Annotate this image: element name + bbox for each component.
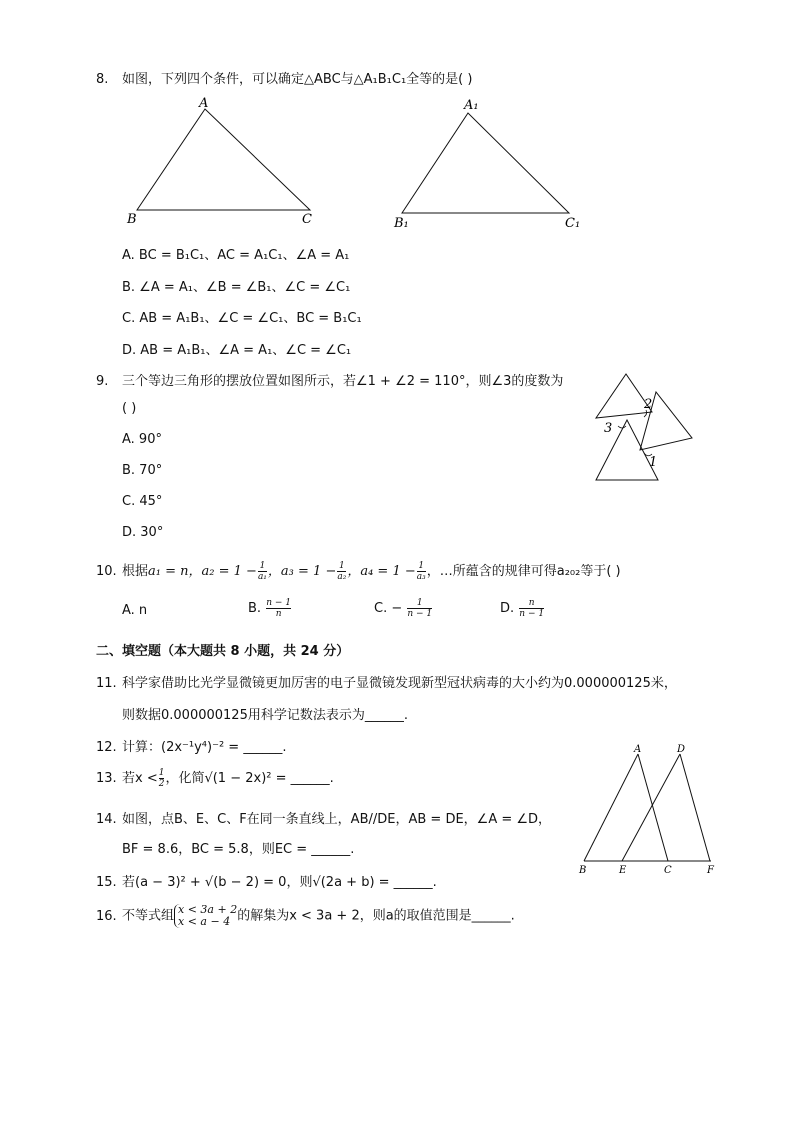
q13-stem: 13. 若x < $\frac{1}{2}$ ，化简√(1 − 2x)² = ______. — [96, 768, 334, 789]
q12-stem: 12. 计算：(2x⁻¹y⁴)⁻² = ______. — [96, 740, 287, 755]
q14-label-E: E — [619, 865, 627, 876]
q10-option-d: D. $\frac{n}{n - 1}$ — [500, 598, 545, 619]
q8-option-d: D. AB = A₁B₁、∠A = A₁、∠C = ∠C₁ — [122, 343, 352, 358]
q8-option-c: C. AB = A₁B₁、∠C = ∠C₁、BC = B₁C₁ — [122, 311, 362, 326]
q16-system: x < 3a + 2 x < a − 4 — [174, 904, 237, 928]
q10-frac-1: $\frac{1}{\text{a₁}}$ — [257, 561, 267, 582]
q8-stem: 8. 如图，下列四个条件，可以确定△ABC与△A₁B₁C₁全等的是( ) — [96, 72, 473, 87]
q13-frac: $\frac{1}{2}$ — [158, 768, 165, 789]
q10-option-b: B. $\frac{n - 1}{n}$ — [248, 598, 291, 619]
q14-label-C: C — [664, 865, 672, 876]
q9-option-c: C. 45° — [122, 494, 163, 509]
q14-label-B: B — [579, 865, 587, 876]
label-A: A — [199, 96, 209, 111]
q8-option-b: B. ∠A = A₁、∠B = ∠B₁、∠C = ∠C₁ — [122, 280, 351, 295]
q9-option-a: A. 90° — [122, 432, 162, 447]
label-A1: A₁ — [464, 98, 479, 113]
q14-label-F: F — [707, 865, 714, 876]
q9-option-d: D. 30° — [122, 525, 164, 540]
q11-line2: 则数据0.000000125用科学记数法表示为______. — [122, 708, 408, 723]
q14-label-A: A — [634, 744, 642, 755]
q16-stem: 16. 不等式组 x < 3a + 2 x < a − 4 的解集为x < 3a + 2，则a的取值范围是______. — [96, 903, 515, 928]
label-C1: C₁ — [565, 216, 581, 231]
angle-1-label: 1 — [649, 455, 658, 470]
q14-label-D: D — [677, 744, 686, 755]
q14-figure — [576, 742, 721, 877]
q10-option-c: C. − $\frac{1}{n - 1}$ — [374, 598, 433, 619]
label-B: B — [127, 212, 137, 227]
q14-stem: 14. 如图，点B、E、C、F在同一条直线上，AB//DE，AB = DE，∠A = ∠D， — [96, 812, 552, 827]
q15-stem: 15. 若(a − 3)² + √(b − 2) = 0，则√(2a + b) = ______. — [96, 875, 437, 890]
q10-option-a: A. n — [122, 603, 148, 618]
q11-stem: 11. 科学家借助比光学显微镜更加厉害的电子显微镜发现新型冠状病毒的大小约为0.000000125米， — [96, 676, 677, 691]
q10-frac-3: $\frac{1}{\text{a₃}}$ — [416, 561, 426, 582]
q10-frac-2: $\frac{1}{\text{a₂}}$ — [337, 561, 347, 582]
q14-line2: BF = 8.6，BC = 5.8，则EC = ______. — [122, 842, 355, 857]
label-B1: B₁ — [394, 216, 409, 231]
angle-2-label: 2 — [644, 397, 653, 412]
q8-option-a: A. BC = B₁C₁、AC = A₁C₁、∠A = A₁ — [122, 248, 350, 263]
q9-figure — [592, 370, 702, 485]
label-C: C — [302, 212, 312, 227]
angle-3-label: 3 — [604, 421, 613, 436]
section-fill-in-blank: 二、填空题（本大题共 8 小题，共 24 分） — [96, 644, 350, 659]
q10-stem: 10. 根据a₁ = n，a₂ = 1 − $\frac{1}{\text{a₁}}$ ，a₃ = 1 − $\frac{1}{\text{a₂}}$ ，a₄ = 1 − $\frac{1}{\text{a₃}}$ ，…所蕴含的规律可得a₂₀₂等于( ) — [96, 561, 621, 582]
q8-figure-left — [125, 95, 325, 230]
q9-stem: 9. 三个等边三角形的摆放位置如图所示，若∠1 + ∠2 = 110°，则∠3的度数为 — [96, 374, 564, 389]
q9-option-b: B. 70° — [122, 463, 163, 478]
q8-figure-right — [392, 95, 592, 235]
q9-paren: ( ) — [122, 401, 137, 416]
